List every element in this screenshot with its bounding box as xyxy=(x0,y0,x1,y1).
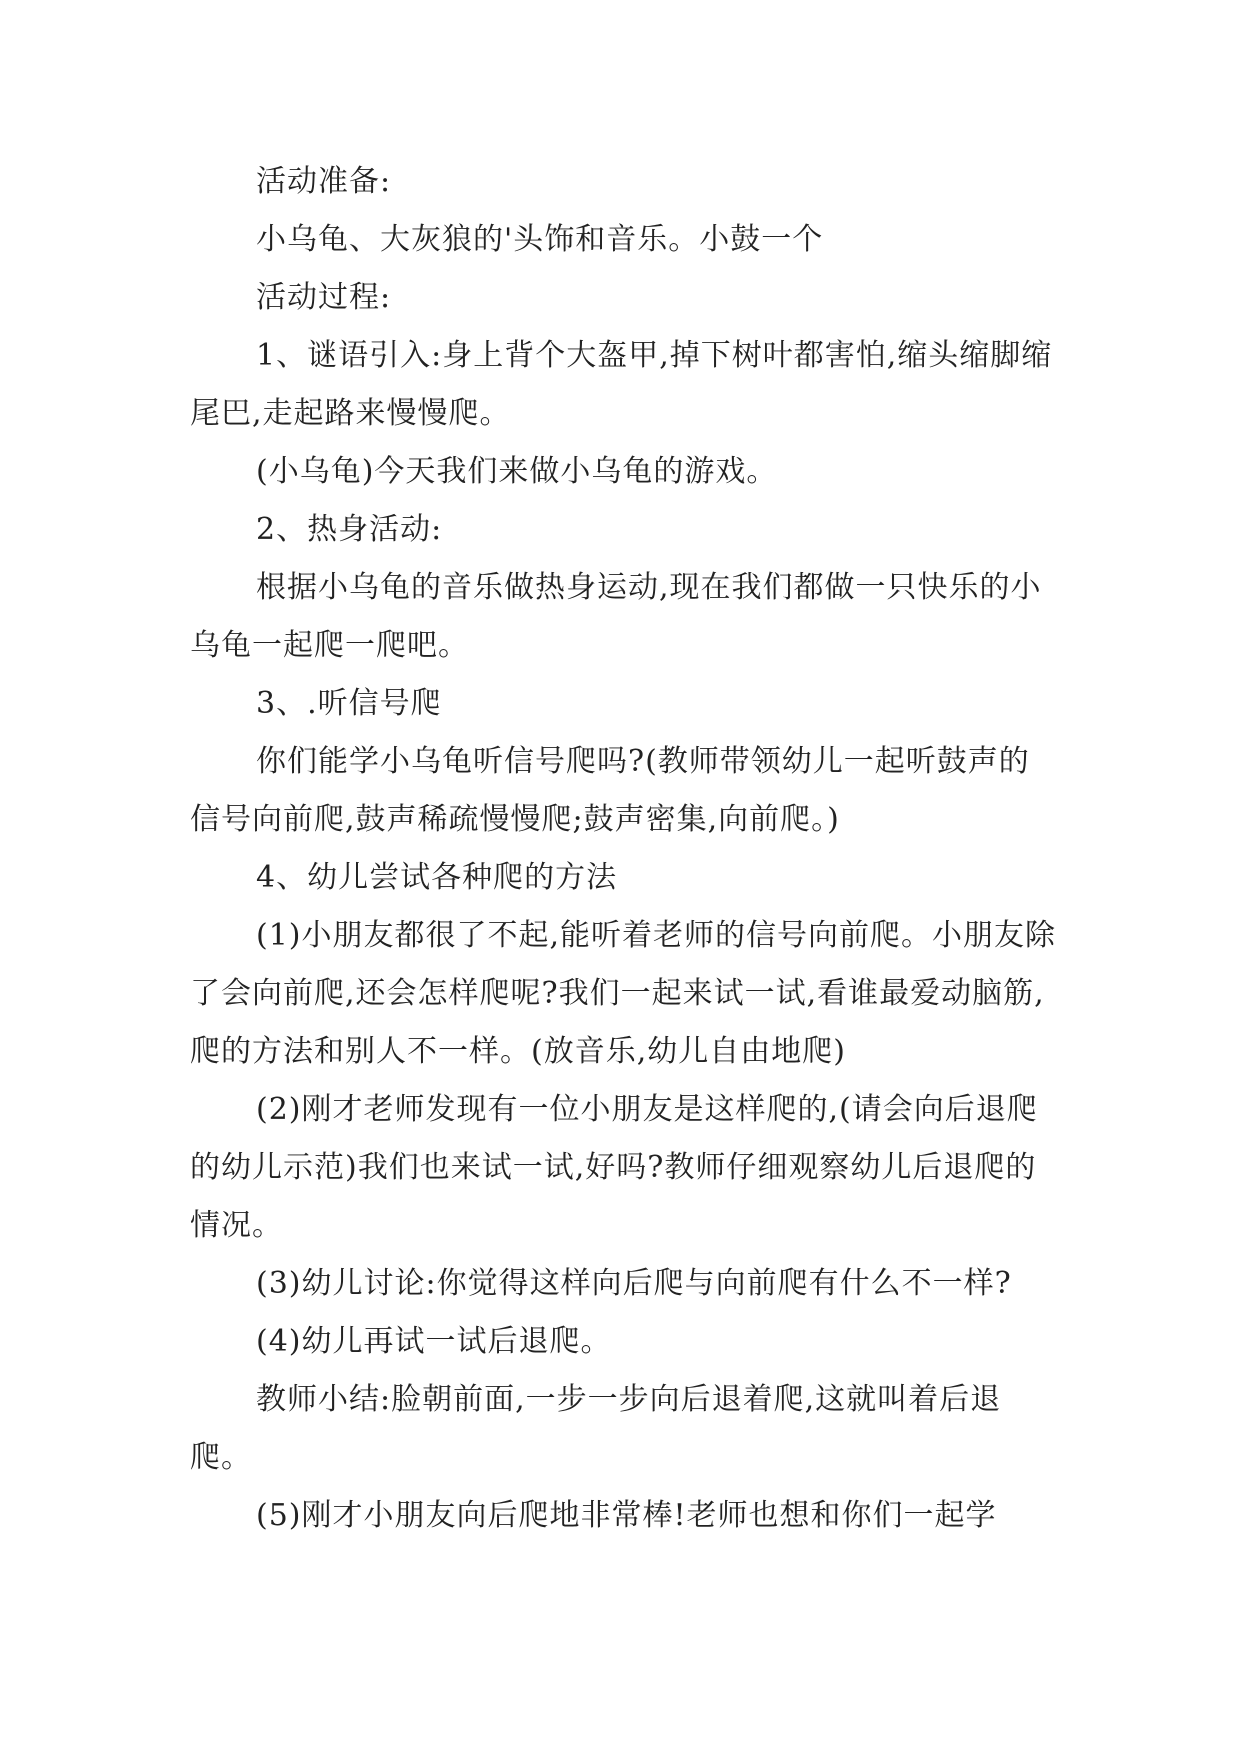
paragraph-step-1: 1、谜语引入:身上背个大盔甲,掉下树叶都害怕,缩头缩脚缩尾巴,走起路来慢慢爬。 xyxy=(190,338,1053,431)
paragraph-step-4-1: (1)小朋友都很了不起,能听着老师的信号向前爬。小朋友除了会向前爬,还会怎样爬呢?我们一起来试一试,看谁最爱动脑筋,爬的方法和别人不一样。(放音乐,幼儿自由地爬) xyxy=(190,918,1057,1069)
paragraph-step-4: 4、幼儿尝试各种爬的方法 xyxy=(256,860,618,895)
paragraph-step-3: 3、.听信号爬 xyxy=(256,686,442,721)
paragraph-step-4-3: (3)幼儿讨论:你觉得这样向后爬与向前爬有什么不一样? xyxy=(256,1266,1012,1301)
document-body xyxy=(190,153,1060,1545)
paragraph-step-2: 2、热身活动: xyxy=(256,512,443,547)
paragraph-step-1-note: (小乌龟)今天我们来做小乌龟的游戏。 xyxy=(256,454,778,489)
paragraph-step-2-detail: 根据小乌龟的音乐做热身运动,现在我们都做一只快乐的小乌龟一起爬一爬吧。 xyxy=(190,570,1042,663)
paragraph-teacher-summary: 教师小结:脸朝前面,一步一步向后退着爬,这就叫着后退爬。 xyxy=(190,1382,1002,1475)
paragraph-step-4-4: (4)幼儿再试一试后退爬。 xyxy=(256,1324,612,1359)
paragraph-prep-heading: 活动准备: xyxy=(256,164,392,199)
paragraph-step-4-2: (2)刚才老师发现有一位小朋友是这样爬的,(请会向后退爬的幼儿示范)我们也来试一试,好吗?教师仔细观察幼儿后退爬的情况。 xyxy=(190,1092,1038,1243)
paragraph-prep-materials: 小乌龟、大灰狼的'头饰和音乐。小鼓一个 xyxy=(256,222,824,257)
paragraph-step-4-5: (5)刚才小朋友向后爬地非常棒!老师也想和你们一起学 xyxy=(256,1498,997,1533)
paragraph-process-heading: 活动过程: xyxy=(256,280,392,315)
paragraph-step-3-detail: 你们能学小乌龟听信号爬吗?(教师带领幼儿一起听鼓声的信号向前爬,鼓声稀疏慢慢爬;鼓声密集,向前爬。) xyxy=(190,744,1030,837)
